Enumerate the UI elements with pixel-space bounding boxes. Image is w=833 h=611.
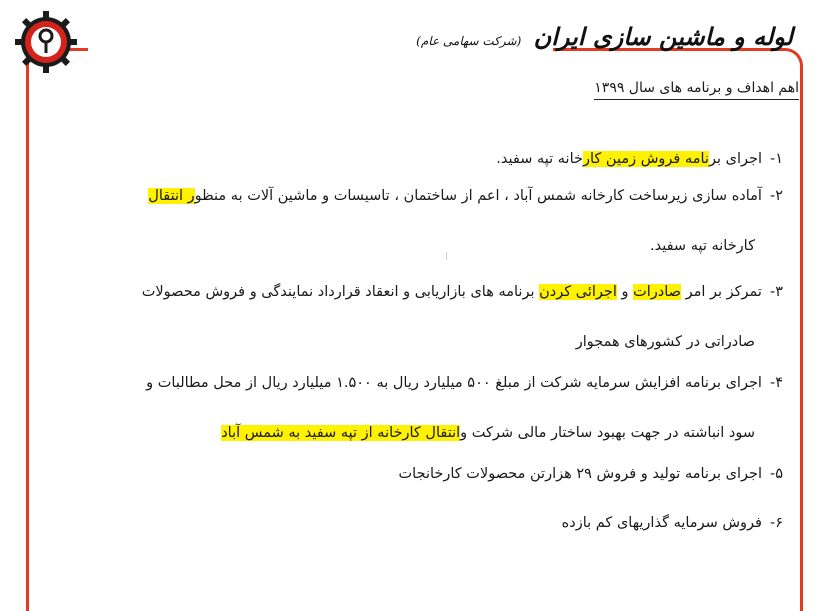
goal-text: و: [616, 284, 634, 300]
goal-text: اجرای بر: [708, 151, 762, 167]
goal-text: فروش سرمایه گذاریهای کم بازده: [561, 515, 762, 531]
highlighted-text: اجرائی کردن: [539, 284, 617, 300]
goal-item: [562, 514, 783, 532]
goal-text: اجرای برنامه افزایش سرمایه شرکت از مبلغ ۵۰۰ میلیارد ریال به ۱.۵۰۰ میلیارد ریال از محل مطالبات و: [146, 375, 762, 391]
highlighted-text: انتقال کارخانه از تپه سفید به شمس آباد: [221, 425, 461, 441]
goal-text: صادراتی در کشورهای همجوار: [575, 334, 755, 350]
goal-text: برنامه های بازاریابی و انعقاد قرارداد نمایندگی و فروش محصولات: [141, 284, 540, 300]
document-heading: اهم اهداف و برنامه های سال ۱۳۹۹: [594, 80, 799, 100]
goal-text: تمرکز بر امر: [680, 284, 762, 300]
highlighted-text: ر انتقال: [148, 188, 195, 204]
goal-item: [399, 465, 783, 483]
goal-number: ۳-: [769, 284, 783, 300]
goal-text: کارخانه تپه سفید.: [650, 238, 755, 254]
goal-item: [148, 187, 783, 205]
goal-item-continuation: [650, 237, 755, 255]
goal-item-continuation: [576, 333, 755, 351]
company-type: (شرکت سهامی عام): [416, 34, 522, 48]
page-mark: [446, 252, 452, 260]
goal-item: [146, 374, 783, 392]
goal-number: ۶-: [769, 515, 783, 531]
goal-number: ۱-: [769, 151, 783, 167]
goal-number: ۵-: [769, 466, 783, 482]
goal-text: سود انباشته در جهت بهبود ساختار مالی شرکت و: [460, 425, 755, 441]
goal-item: [496, 150, 783, 168]
goal-text: آماده سازی زیرساخت کارخانه شمس آباد ، اعم از ساختمان ، تاسیسات و ماشین آلات به منظو: [194, 188, 762, 204]
company-title: [416, 22, 793, 51]
gear-pipe-logo-icon: [14, 10, 78, 74]
goal-item: [142, 283, 783, 301]
goal-number: ۲-: [769, 188, 783, 204]
goal-number: ۴-: [769, 375, 783, 391]
goal-text: اجرای برنامه تولید و فروش ۲۹ هزارتن محصولات کارخانجات: [398, 466, 762, 482]
goal-text: خانه تپه سفید.: [496, 151, 583, 167]
goal-item-continuation: [221, 424, 755, 442]
highlighted-text: نامه فروش زمین کار: [582, 151, 709, 167]
highlighted-text: صادرات: [633, 284, 681, 300]
company-name: لوله و ماشین سازی ایران: [533, 22, 793, 51]
